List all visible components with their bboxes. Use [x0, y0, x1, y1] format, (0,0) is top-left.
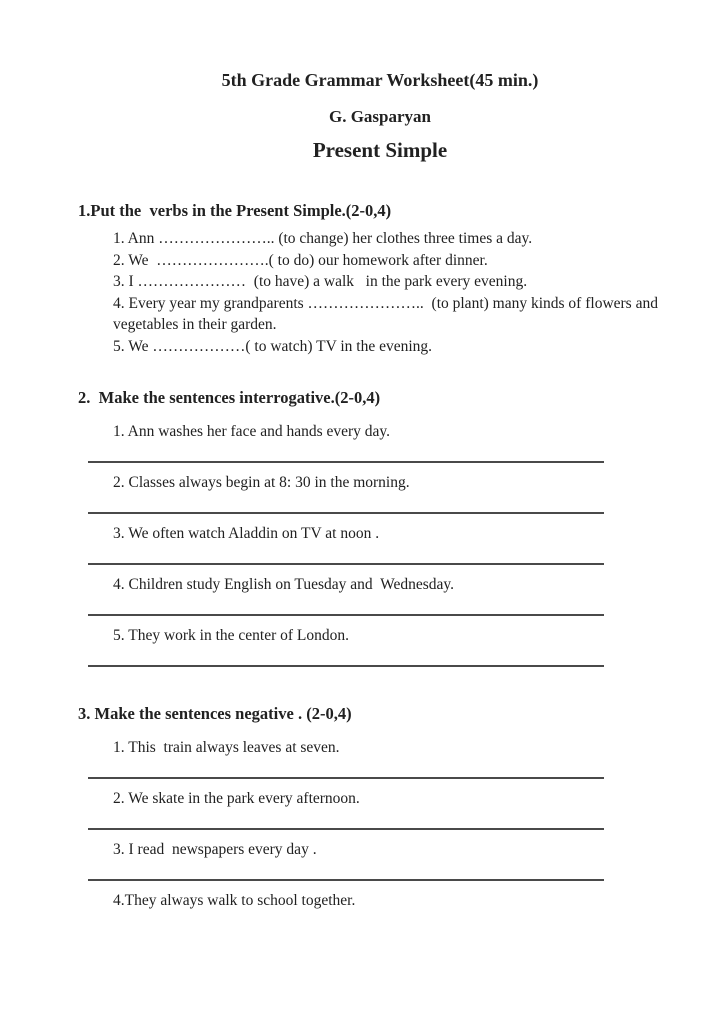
author-name: G. Gasparyan	[328, 107, 432, 126]
answer-blank-line	[88, 461, 604, 463]
sentence: 4.They always walk to school together.	[113, 892, 356, 909]
sentence: 3. We often watch Aladdin on TV at noon .	[113, 525, 380, 542]
sentence: 1. This train always leaves at seven.	[113, 739, 340, 756]
exercise-item	[78, 574, 682, 616]
answer-blank-line	[88, 828, 604, 830]
exercise-item	[78, 788, 682, 830]
section-1-fill-blanks	[78, 200, 682, 357]
answer-blank-line	[88, 665, 604, 667]
exercise-item	[78, 421, 682, 463]
document-header	[78, 68, 682, 164]
section-2-interrogative	[78, 387, 682, 667]
sentence: 5. They work in the center of London.	[113, 627, 350, 644]
exercise-item	[78, 839, 682, 881]
fill-blank-sentence-4: 4. Every year my grandparents ………………….. (to plant) many kinds of flowers and vegetables in their garden.	[113, 294, 662, 333]
answer-blank-line	[88, 777, 604, 779]
section-3-item-list	[78, 737, 682, 911]
sentence: 2. Classes always begin at 8: 30 in the morning.	[113, 474, 410, 491]
fill-blank-sentence-2: 2. We ………………….( to do) our homework after dinner.	[113, 251, 488, 269]
answer-blank-line	[88, 512, 604, 514]
answer-blank-line	[88, 879, 604, 881]
sentence: 4. Children study English on Tuesday and Wednesday.	[113, 576, 455, 593]
answer-blank-line	[88, 563, 604, 565]
exercise-item	[78, 625, 682, 667]
section-1-heading: 1.Put the verbs in the Present Simple.(2-0,4)	[78, 201, 392, 220]
worksheet-subtitle: Present Simple	[312, 138, 448, 162]
section-2-item-list	[78, 421, 682, 667]
section-3-heading: 3. Make the sentences negative . (2-0,4)	[78, 704, 352, 723]
section-1-item-list	[113, 228, 670, 357]
sentence: 2. We skate in the park every afternoon.	[113, 790, 360, 807]
fill-blank-sentence-1: 1. Ann ………………….. (to change) her clothes three times a day.	[113, 230, 533, 247]
sentence: 1. Ann washes her face and hands every day.	[113, 423, 391, 440]
sentence: 3. I read newspapers every day .	[113, 841, 317, 858]
worksheet-title: 5th Grade Grammar Worksheet(45 min.)	[221, 70, 539, 90]
exercise-item	[78, 890, 682, 911]
answer-blank-line	[88, 614, 604, 616]
exercise-item	[78, 472, 682, 514]
fill-blank-sentence-3: 3. I ………………… (to have) a walk in the park every evening.	[113, 273, 528, 290]
exercise-item	[78, 523, 682, 565]
section-3-negative	[78, 703, 682, 911]
exercise-item	[78, 737, 682, 779]
fill-blank-sentence-5: 5. We ………………( to watch) TV in the evening.	[113, 337, 433, 355]
section-2-heading: 2. Make the sentences interrogative.(2-0,4)	[78, 388, 381, 407]
